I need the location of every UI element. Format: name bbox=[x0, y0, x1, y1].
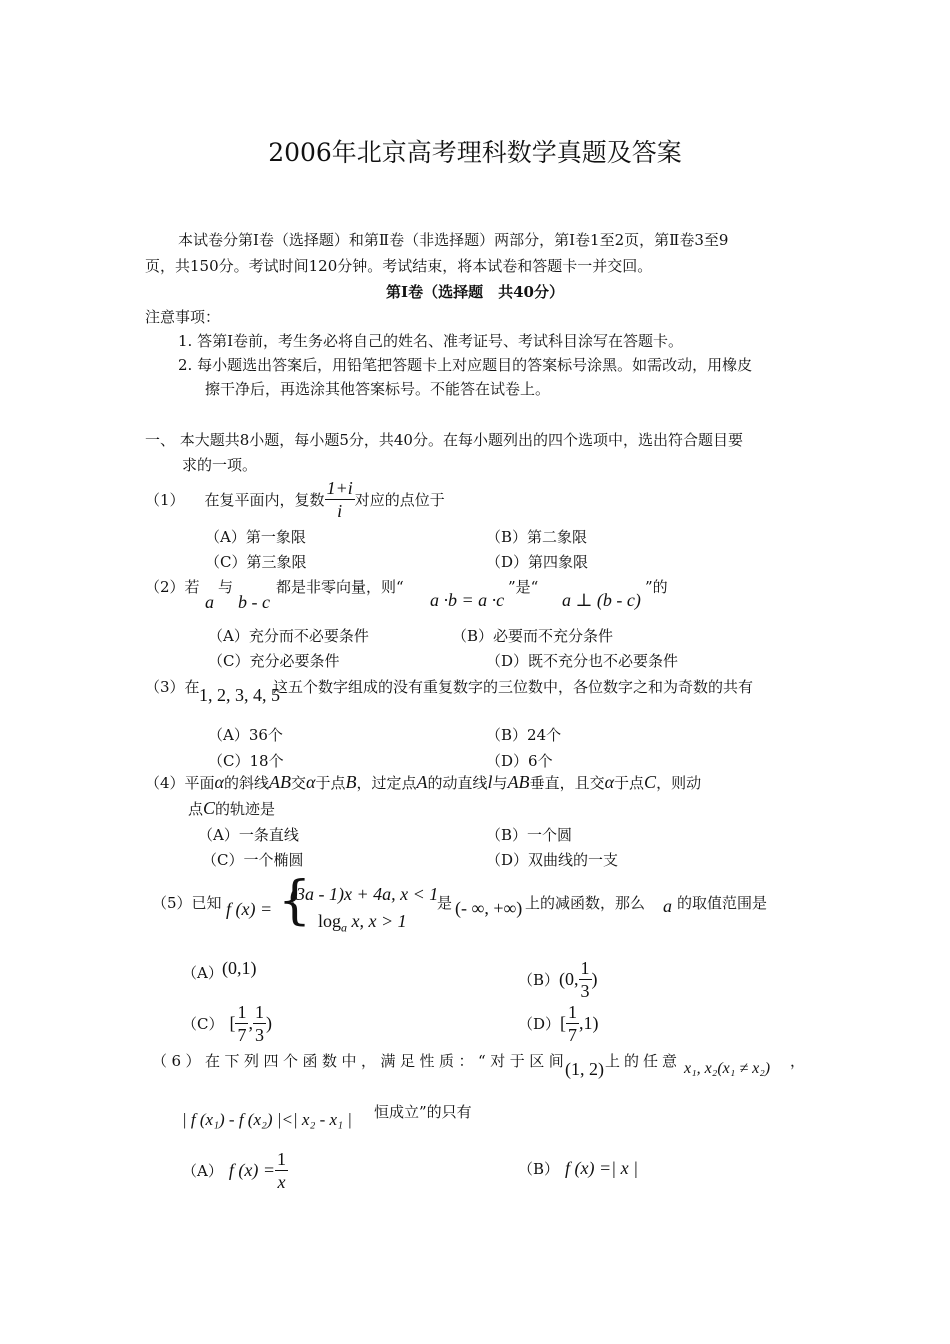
q5-option-c-post: ) bbox=[265, 1012, 272, 1033]
frac-den: 3 bbox=[580, 980, 590, 1001]
q4-part: 于点 bbox=[315, 774, 346, 792]
q4-part: 的轨迹是 bbox=[215, 800, 276, 818]
q4-part: 于点 bbox=[614, 774, 645, 792]
intro-line-1: 本试卷分第Ⅰ卷（选择题）和第Ⅱ卷（非选择题）两部分，第Ⅰ卷1至2页，第Ⅱ卷3至9 bbox=[178, 231, 729, 249]
q5-option-c-frac-1 bbox=[235, 1001, 248, 1046]
q4-part: 的斜线 bbox=[224, 774, 270, 792]
q5-t3: 的取值范围是 bbox=[677, 894, 768, 912]
q5-option-c-comma: , bbox=[248, 1012, 253, 1033]
note-1: 1. 答第Ⅰ卷前，考生务必将自己的姓名、准考证号、考试科目涂写在答题卡。 bbox=[178, 332, 684, 350]
q5-option-a-label: （A） bbox=[182, 964, 223, 982]
q5-a: a bbox=[663, 896, 672, 916]
q5-option-c-frac-2 bbox=[253, 1001, 266, 1046]
question-1 bbox=[145, 474, 445, 524]
q6-option-b-fx: f (x) =| x | bbox=[565, 1158, 639, 1178]
q5-case-2 bbox=[318, 911, 407, 936]
q5-option-c bbox=[182, 1000, 272, 1046]
q5-option-b-post: ) bbox=[591, 968, 598, 989]
q5-log: log bbox=[318, 911, 342, 931]
intro-line-2: 页，共150分。考试时间120分钟。考试结束，将本试卷和答题卡一并交回。 bbox=[145, 257, 653, 275]
q4-point-b: B bbox=[345, 772, 357, 792]
q6-t1: 上的任意 bbox=[605, 1052, 682, 1070]
q4-line-l: l bbox=[487, 772, 493, 792]
q5-option-b-label: （B） bbox=[518, 970, 560, 989]
q1-option-b: （B）第二象限 bbox=[486, 528, 588, 546]
q5-option-d bbox=[518, 1000, 599, 1046]
q2-t4: ”的 bbox=[645, 578, 668, 596]
q6-interval: (1, 2) bbox=[565, 1059, 604, 1079]
frac-num: 1 bbox=[254, 1001, 264, 1022]
note-2-line-1: 2. 每小题选出答案后，用铅笔把答题卡上对应题目的答案标号涂黑。如需改动，用橡皮 bbox=[178, 356, 753, 374]
q5-fx: f (x) = bbox=[226, 899, 273, 919]
q2-option-b: （B）必要而不充分条件 bbox=[452, 627, 614, 645]
section1-line-1: 一、 本大题共8小题，每小题5分，共40分。在每小题列出的四个选项中，选出符合题目要 bbox=[145, 431, 743, 449]
q2-bc: b - c bbox=[238, 592, 270, 612]
frac-num: 1 bbox=[580, 957, 590, 978]
q4-part: 的动直线 bbox=[427, 774, 488, 792]
q4-point-c: C bbox=[644, 772, 657, 792]
q1-number: （1） bbox=[145, 490, 185, 509]
q6-inequality: | f (x₁) - f (x₂) |<| x₂ - x₁ | bbox=[182, 1110, 352, 1129]
q5-interval: (- ∞, +∞) bbox=[455, 898, 523, 918]
q4-option-a: （A）一条直线 bbox=[198, 826, 299, 844]
q4-part: ，过定点 bbox=[356, 774, 417, 792]
q2-t1: 与 bbox=[218, 578, 234, 596]
q4-part: 交 bbox=[291, 774, 307, 792]
q2-option-a: （A）充分而不必要条件 bbox=[208, 627, 369, 645]
q4-line-1 bbox=[145, 772, 701, 793]
q4-point-c: C bbox=[203, 798, 216, 818]
q5-log-base: a bbox=[341, 920, 348, 935]
q3-text: 这五个数字组成的没有重复数字的三位数中，各位数字之和为奇数的共有 bbox=[273, 678, 754, 696]
q2-option-c: （C）充分必要条件 bbox=[208, 652, 340, 670]
frac-num: 1 bbox=[276, 1148, 286, 1169]
q6-option-a-label: （A） bbox=[182, 1161, 223, 1180]
q4-part: 与 bbox=[492, 774, 508, 792]
q1-frac-num: 1+i bbox=[326, 477, 353, 498]
q4-part: 点 bbox=[188, 800, 204, 818]
q6-t3: 恒成立”的只有 bbox=[374, 1103, 472, 1121]
q4-part: （4）平面 bbox=[145, 774, 215, 792]
q5-option-b-pre: (0, bbox=[559, 968, 579, 989]
q2-eq: a ·b = a ·c bbox=[430, 590, 505, 610]
q5-option-c-label: （C） bbox=[182, 1014, 224, 1033]
q2-a: a bbox=[205, 592, 214, 612]
frac-den: 7 bbox=[237, 1024, 247, 1045]
q5-t1: 是 bbox=[437, 894, 453, 912]
q3-set: 1, 2, 3, 4, 5 bbox=[199, 685, 280, 705]
q4-part: 垂直，且交 bbox=[529, 774, 605, 792]
q3-option-b: （B）24个 bbox=[486, 726, 562, 744]
frac-num: 1 bbox=[237, 1001, 247, 1022]
q5-option-d-post: ,1) bbox=[579, 1012, 599, 1033]
q5-option-a-value: (0,1) bbox=[222, 958, 257, 978]
q4-alpha: α bbox=[214, 772, 224, 792]
q2-t3: ”是“ bbox=[508, 578, 539, 596]
q1-text-after: 对应的点位于 bbox=[354, 490, 445, 509]
q4-point-a: A bbox=[416, 772, 428, 792]
q2-perp: a ⊥ (b - c) bbox=[562, 590, 641, 610]
q5-option-d-pre: [ bbox=[560, 1012, 567, 1033]
q6-option-a bbox=[182, 1146, 288, 1194]
frac-den: 7 bbox=[568, 1024, 578, 1045]
q3-lead: （3）在 bbox=[145, 678, 200, 696]
q4-line-2 bbox=[188, 798, 275, 819]
q3-option-c: （C）18个 bbox=[208, 752, 284, 770]
q5-option-d-label: （D） bbox=[518, 1014, 561, 1033]
q1-text-before: 在复平面内，复数 bbox=[204, 490, 325, 509]
q6-option-a-frac bbox=[275, 1148, 288, 1193]
q1-fraction bbox=[325, 477, 355, 522]
notes-label: 注意事项： bbox=[145, 308, 221, 326]
q5-case-2-rest: x, x > 1 bbox=[347, 911, 407, 931]
q5-option-c-pre: [ bbox=[229, 1012, 236, 1033]
q1-option-c: （C）第三象限 bbox=[205, 553, 307, 571]
note-2-line-2: 擦干净后，再选涂其他答案标号。不能答在试卷上。 bbox=[205, 380, 551, 398]
q6-option-b-label: （B） bbox=[518, 1160, 560, 1178]
q5-option-d-frac bbox=[566, 1001, 579, 1046]
q2-option-d: （D）既不充分也不必要条件 bbox=[486, 652, 679, 670]
q1-frac-den: i bbox=[337, 500, 343, 521]
section1-line-2: 求的一项。 bbox=[182, 456, 258, 474]
q5-t2: 上的减函数，那么 bbox=[525, 894, 646, 912]
q6-line-1: （6）在下列四个函数中，满足性质：“对于区间 bbox=[152, 1052, 569, 1070]
q5-case-1: (3a - 1)x + 4a, x < 1 bbox=[290, 884, 439, 904]
q3-option-a: （A）36个 bbox=[208, 726, 283, 744]
q2-lead: （2）若 bbox=[145, 578, 200, 596]
q6-t2: ， bbox=[790, 1052, 806, 1070]
q4-option-c: （C）一个椭圆 bbox=[202, 851, 304, 869]
q1-option-d: （D）第四象限 bbox=[486, 553, 589, 571]
frac-den: 3 bbox=[254, 1024, 264, 1045]
page-title: 2006年北京高考理科数学真题及答案 bbox=[268, 138, 682, 167]
q5-option-b bbox=[518, 957, 598, 1001]
q4-option-d: （D）双曲线的一支 bbox=[486, 851, 619, 869]
q5-option-b-frac bbox=[579, 957, 592, 1002]
part1-heading: 第Ⅰ卷（选择题 共40分） bbox=[386, 283, 564, 301]
q3-option-d: （D）6个 bbox=[486, 752, 553, 770]
q5-lead: （5）已知 bbox=[152, 894, 222, 912]
frac-den: x bbox=[277, 1171, 286, 1192]
q5-brace: { bbox=[278, 871, 312, 931]
q1-option-a: （A）第一象限 bbox=[205, 528, 306, 546]
q4-alpha: α bbox=[306, 772, 316, 792]
q6-option-b bbox=[518, 1158, 638, 1179]
q4-alpha: α bbox=[604, 772, 615, 792]
q2-t2: 都是非零向量，则“ bbox=[276, 578, 404, 596]
q4-ab: AB bbox=[507, 772, 530, 792]
q4-part: ，则动 bbox=[656, 774, 702, 792]
frac-num: 1 bbox=[568, 1001, 578, 1022]
q6-vars: x₁, x₂(x₁ ≠ x₂) bbox=[684, 1060, 771, 1077]
q4-option-b: （B）一个圆 bbox=[486, 826, 573, 844]
q4-ab: AB bbox=[269, 772, 292, 792]
q6-option-a-fx: f (x) = bbox=[228, 1159, 275, 1180]
